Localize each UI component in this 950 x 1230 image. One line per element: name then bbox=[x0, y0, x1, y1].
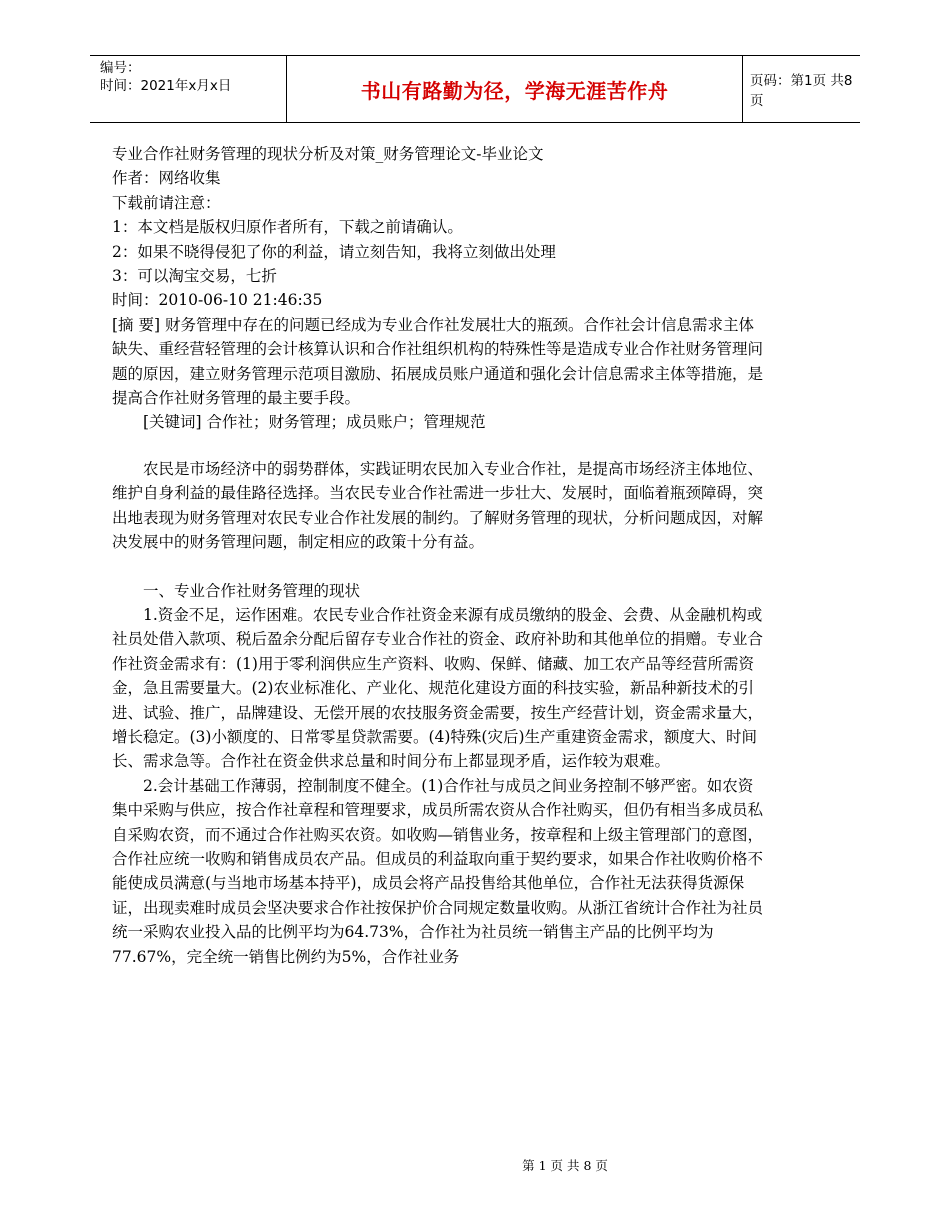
document-body bbox=[112, 142, 768, 969]
header-motto: 书山有路勤为径，学海无涯苦作舟 bbox=[360, 78, 669, 103]
notice-heading: 下载前请注意： bbox=[112, 193, 221, 212]
page-header bbox=[90, 55, 860, 123]
section-heading: 一、专业合作社财务管理的现状 bbox=[143, 581, 361, 600]
document-title: 专业合作社财务管理的现状分析及对策_财务管理论文-毕业论文 bbox=[112, 145, 544, 163]
header-motto-cell bbox=[286, 56, 743, 122]
notice-item: 3：可以淘宝交易，七折 bbox=[112, 267, 277, 286]
body-paragraph: 1.资金不足，运作困难。农民专业合作社资金来源有成员缴纳的股金、会费、从金融机构或社员处借入款项、税后盈余分配后留存专业合作社的资金、政府补助和其他单位的捐赠。专业合作社资金需求有：(1)用于零利润供应生产资料、收购、保鲜、储藏、加工农产品等经营所需资金，急且需要量大。(2)农业标准化、产业化、规范化建设方面的科技实验，新品种新技术的引进、试验、推广，品牌建设、无偿开展的农技服务资金需要，按生产经营计划，资金需求量大，增长稳定。(3)小额度的、日常零星贷款需要。(4)特殊(灾后)生产重建资金需求，额度大、时间长、需求急等。合作社在资金供求总量和时间分布上都显现矛盾，运作较为艰难。 bbox=[112, 605, 764, 771]
abstract-paragraph: [摘 要] 财务管理中存在的问题已经成为专业合作社发展壮大的瓶颈。合作社会计信息需求主体缺失、重经营轻管理的会计核算认识和合作社组织机构的特殊性等是造成专业合作社财务管理问题的原因，建立财务管理示范项目激励、拓展成员账户通道和强化会计信息需求主体等措施，是提高合作社财务管理的最主要手段。 bbox=[112, 315, 764, 408]
notice-item: 2：如果不晓得侵犯了你的利益，请立刻告知，我将立刻做出处理 bbox=[112, 242, 556, 261]
intro-paragraph: 农民是市场经济中的弱势群体，实践证明农民加入专业合作社，是提高市场经济主体地位、维护自身利益的最佳路径选择。当农民专业合作社需进一步壮大、发展时，面临着瓶颈障碍，突出地表现为财务管理对农民专业合作社发展的制约。了解财务管理的现状，分析问题成因，对解决发展中的财务管理问题，制定相应的政策十分有益。 bbox=[112, 459, 764, 552]
keywords-line: [关键词] 合作社；财务管理；成员账户；管理规范 bbox=[143, 413, 486, 432]
document-time: 时间：2010-06-10 21:46:35 bbox=[112, 291, 323, 310]
header-page-cell bbox=[742, 56, 860, 122]
notice-item: 1：本文档是版权归原作者所有，下载之前请确认。 bbox=[112, 218, 463, 237]
document-time-label: 时间：2021年x月x日 bbox=[100, 78, 232, 94]
header-page-info: 页码：第1页 共8页 bbox=[750, 73, 853, 109]
body-paragraph: 2.会计基础工作薄弱，控制制度不健全。(1)合作社与成员之间业务控制不够严密。如农资集中采购与供应，按合作社章程和管理要求，成员所需农资从合作社购买，但仍有相当多成员私自采购农资，而不通过合作社购买农资。如收购—销售业务，按章程和上级主管理部门的意图，合作社应统一收购和销售成员农产品。但成员的利益取向重于契约要求，如果合作社收购价格不能使成员满意(与当地市场基本持平)，成员会将产品投售给其他单位，合作社无法获得货源保证，出现卖难时成员会坚决要求合作社按保护价合同规定数量收购。从浙江省统计合作社为社员统一采购农业投入品的比例平均为64.73%，合作社为社员统一销售主产品的比例平均为77.67%，完全统一销售比例约为5%，合作社业务 bbox=[112, 776, 764, 966]
document-author: 作者：网络收集 bbox=[112, 169, 221, 188]
footer-page-number: 第 1 页 共 8 页 bbox=[522, 1158, 608, 1173]
page-footer bbox=[0, 1156, 950, 1174]
header-left-cell bbox=[90, 56, 285, 122]
document-number-label: 编号： bbox=[100, 60, 141, 76]
